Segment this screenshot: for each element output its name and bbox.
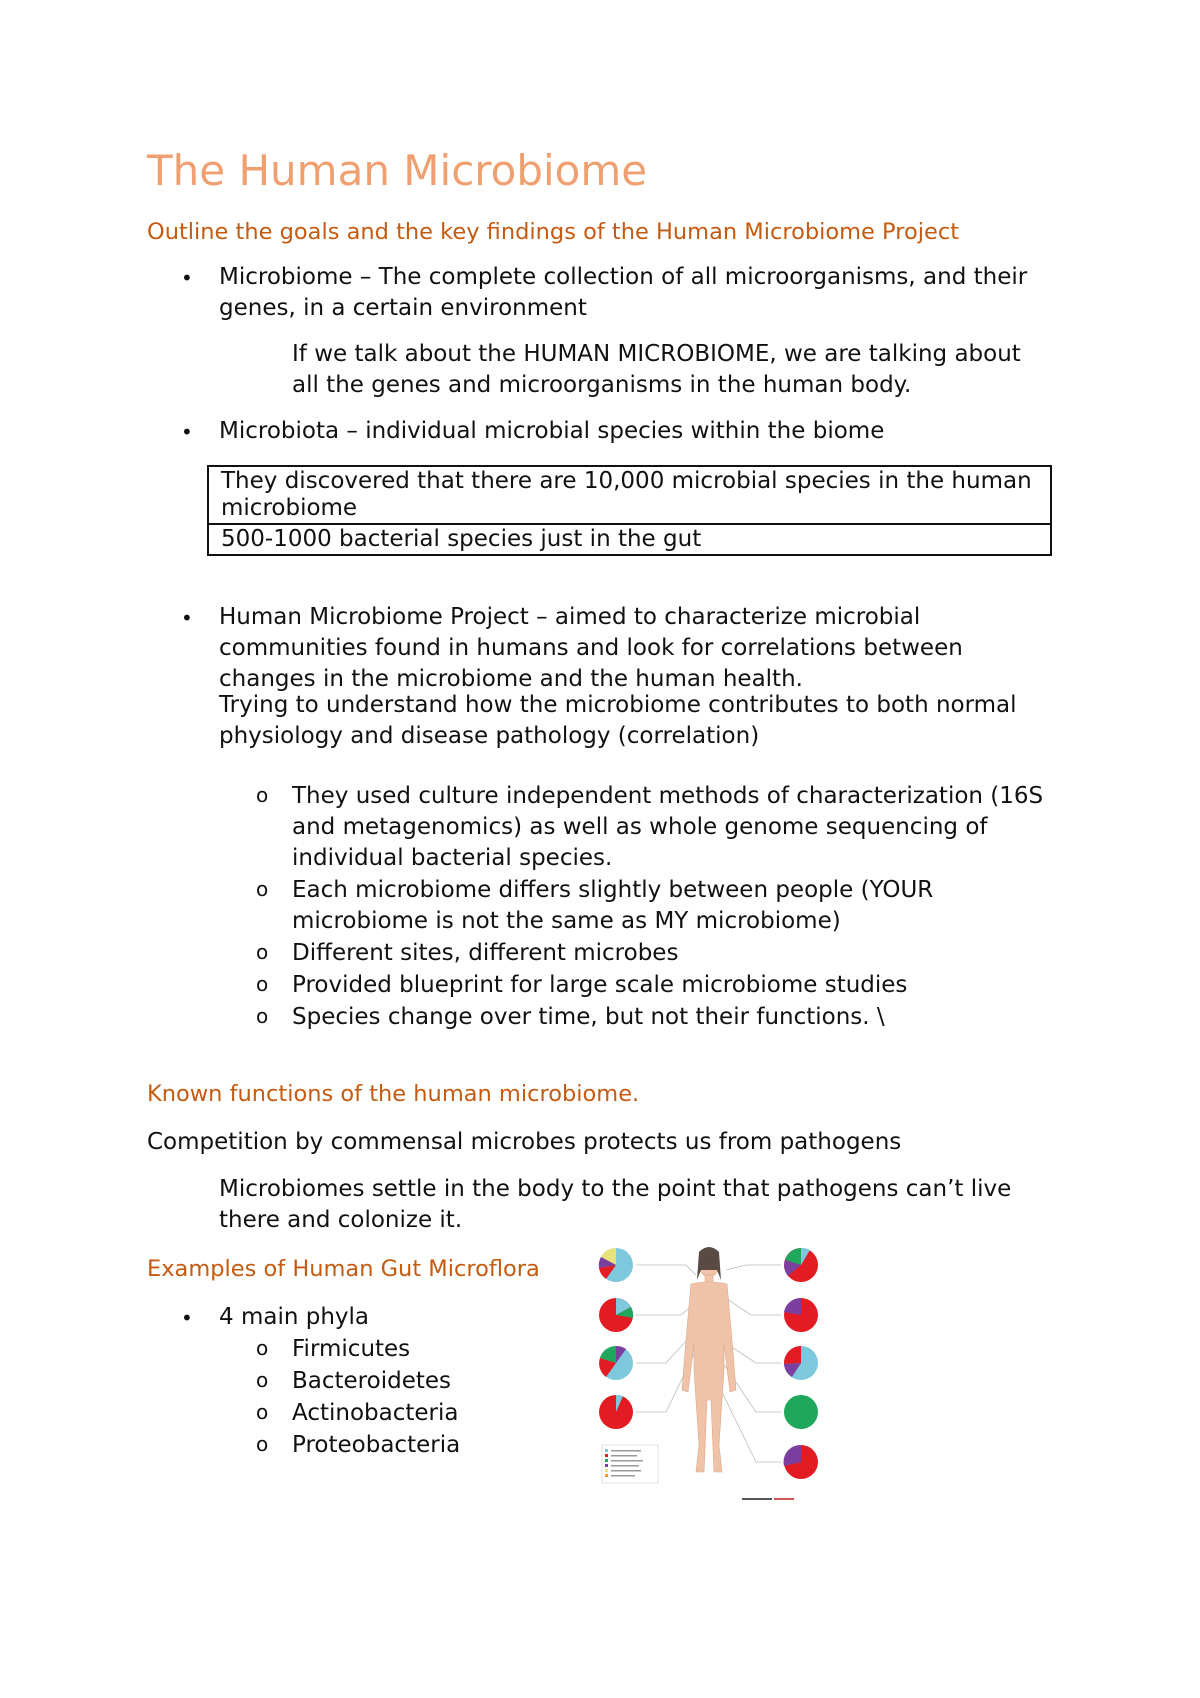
- bullet-hmp-continued: Trying to understand how the microbiome contributes to both normal physiology and disease pathology (correlation): [219, 692, 1017, 749]
- pie-chart-icon: [784, 1248, 818, 1282]
- phylum-item: Proteobacteria: [292, 1432, 461, 1458]
- bullet-microbiota: Microbiota – individual microbial species within the biome: [219, 418, 885, 444]
- sub-bullet-icon: o: [256, 1400, 269, 1424]
- sub-bullet-icon: o: [256, 1336, 269, 1360]
- pie-chart-icon: [784, 1346, 818, 1380]
- functions-statement: Competition by commensal microbes protects us from pathogens: [147, 1129, 902, 1155]
- bullet-icon: •: [181, 606, 193, 630]
- sub-item-sites: Different sites, different microbes: [292, 940, 679, 966]
- phylum-item: Firmicutes: [292, 1336, 411, 1362]
- phylum-item: Actinobacteria: [292, 1400, 459, 1426]
- bullet-phyla: 4 main phyla: [219, 1304, 369, 1330]
- figure-credit-logo: [742, 1498, 794, 1500]
- table-cell: 500-1000 bacterial species just in the gut: [208, 524, 1051, 555]
- functions-explanation: Microbiomes settle in the body to the point that pathogens can’t live there and colonize it.: [219, 1176, 1012, 1233]
- microbiome-body-figure: [596, 1240, 821, 1506]
- bullet-icon: •: [181, 420, 193, 444]
- legend-icon: [602, 1445, 658, 1483]
- sub-bullet-icon: o: [256, 877, 269, 901]
- sub-bullet-icon: o: [256, 1004, 269, 1028]
- sub-item-species-change: Species change over time, but not their functions. \: [292, 1004, 885, 1030]
- bullet-hmp: Human Microbiome Project – aimed to characterize microbial communities found in humans and look for correlations between changes in the microbiome and the human health.: [219, 604, 963, 692]
- sub-item-methods: They used culture independent methods of characterization (16S and metagenomics) as well as whole genome sequencing of individual bacterial species.: [292, 783, 1044, 871]
- sub-bullet-icon: o: [256, 972, 269, 996]
- pie-chart-icon: [599, 1248, 633, 1282]
- pie-chart-icon: [599, 1346, 633, 1380]
- pie-chart-icon: [784, 1395, 818, 1429]
- bullet-icon: •: [181, 266, 193, 290]
- sub-bullet-icon: o: [256, 1368, 269, 1392]
- section-heading-goals: Outline the goals and the key findings of the Human Microbiome Project: [147, 219, 960, 245]
- sub-bullet-icon: o: [256, 1432, 269, 1456]
- pie-chart-icon: [599, 1298, 633, 1332]
- sub-item-differs: Each microbiome differs slightly between people (YOUR microbiome is not the same as MY microbiome): [292, 877, 934, 934]
- page-title: The Human Microbiome: [147, 146, 648, 195]
- phylum-item: Bacteroidetes: [292, 1368, 452, 1394]
- sub-bullet-icon: o: [256, 783, 269, 807]
- findings-table: [207, 465, 1052, 556]
- table-cell: They discovered that there are 10,000 microbial species in the human microbiome: [208, 466, 1051, 524]
- table-row: [208, 524, 1051, 555]
- human-body-icon: [682, 1251, 736, 1472]
- bullet-microbiome: Microbiome – The complete collection of all microorganisms, and their genes, in a certain environment: [219, 264, 1028, 321]
- pie-chart-icon: [599, 1395, 633, 1429]
- table-row: [208, 466, 1051, 524]
- section-heading-functions: Known functions of the human microbiome.: [147, 1081, 640, 1107]
- pie-chart-icon: [784, 1445, 818, 1479]
- section-heading-gut-microflora: Examples of Human Gut Microflora: [147, 1256, 540, 1282]
- microbiome-note: If we talk about the HUMAN MICROBIOME, we are talking about all the genes and microorganisms in the human body.: [292, 341, 1021, 398]
- bullet-icon: •: [181, 1306, 193, 1330]
- pie-chart-icon: [784, 1298, 818, 1332]
- sub-bullet-icon: o: [256, 940, 269, 964]
- sub-item-blueprint: Provided blueprint for large scale microbiome studies: [292, 972, 908, 998]
